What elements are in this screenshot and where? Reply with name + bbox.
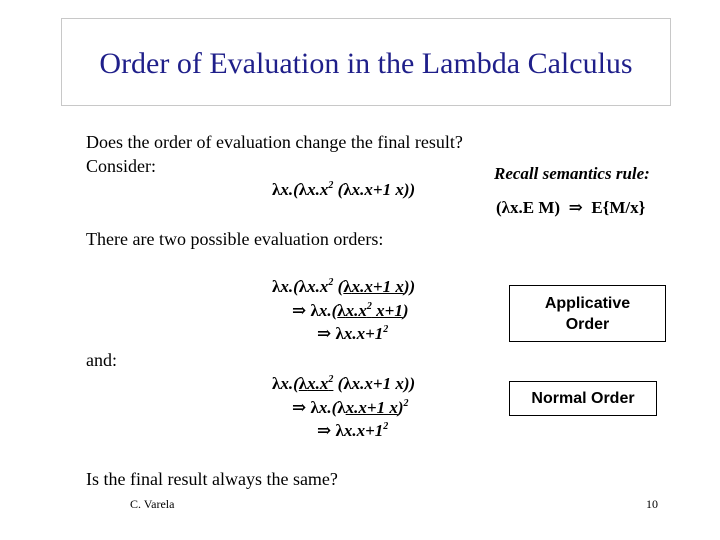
footer-author: C. Varela	[130, 497, 175, 511]
normal-line-2: ⇒ λx.(λx.x+1 x)$^2$	[292, 398, 409, 417]
two-orders-text: There are two possible evaluation orders:	[86, 229, 384, 249]
recall-heading: Recall semantics rule:	[494, 164, 650, 183]
normal-line-1: $\lambda x.(\lambda x.x^2$ (λx.x+1 x))	[272, 374, 416, 393]
closing-question: Is the final result always the same?	[86, 469, 338, 489]
normal-order-box	[509, 381, 657, 416]
example-expression: $\lambda x.(\lambda x.x^2$ (λx.x+1 x))	[272, 180, 416, 199]
applicative-line-1: $\lambda x.(\lambda x.x^2$ (λx.x+1 x))	[272, 277, 416, 296]
normal-order-label: Normal Order	[531, 390, 635, 407]
and-text: and:	[86, 350, 117, 370]
applicative-line-3: ⇒ $\lambda x.x+1^2$	[317, 324, 389, 343]
applicative-order-label: Applicative Order	[544, 294, 631, 333]
normal-line-3: ⇒ $\lambda x.x+1^2$	[317, 421, 389, 440]
question-text: Does the order of evaluation change the final result?	[86, 132, 463, 152]
applicative-line-2: ⇒ $\lambda x.(\lambda x.x^2$ x+1)	[292, 301, 409, 320]
consider-text: Consider:	[86, 156, 156, 176]
applicative-order-box	[509, 285, 666, 342]
page-number: 10	[646, 497, 658, 511]
slide-title: Order of Evaluation in the Lambda Calculus	[99, 47, 633, 80]
title-box	[61, 18, 671, 106]
semantics-rule: (λx.E M) ⇒ E{M/x}	[496, 198, 646, 217]
